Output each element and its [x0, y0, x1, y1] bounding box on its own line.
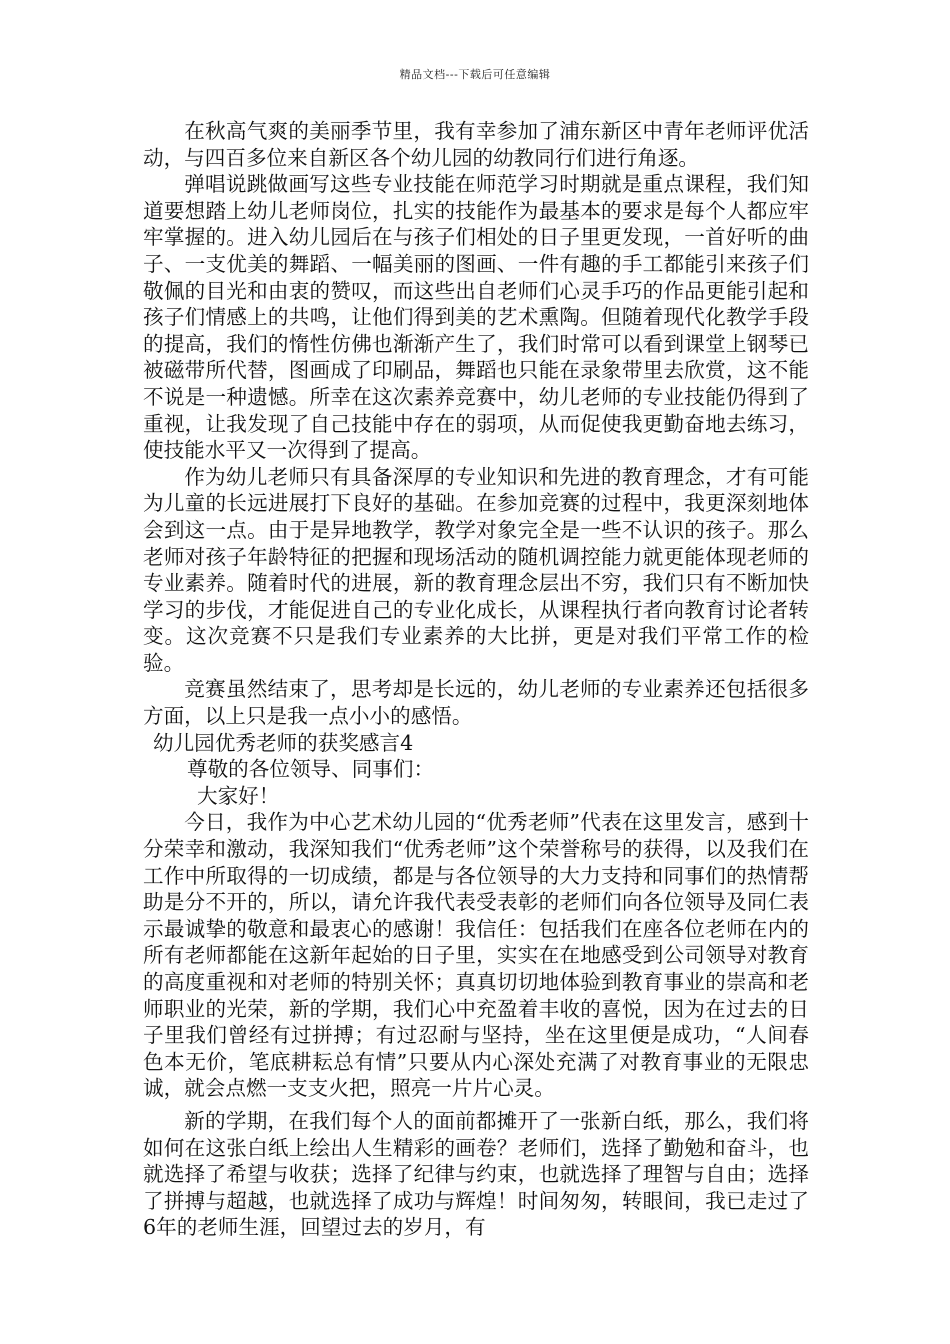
- paragraph-5: 今日，我作为中心艺术幼儿园的“优秀老师”代表在这里发言，感到十分荣幸和激动，我深知我们“优秀老师”这个荣誉称号的获得，以及我们在工作中所取得的一切成绩，都是与各位领导的大力支持和同事们的热情帮助是分不开的，所以，请允许我代表受表彰的老师们向各位领导及同仁表示最诚挚的敬意和最衷心的感谢！我信任：包括我们在座各位老师在内的所有老师都能在这新年起始的日子里，实实在在地感受到公司领导对教育的高度重视和对老师的特别关怀；真真切切地体验到教育事业的崇高和老师职业的光荣，新的学期，我们心中充盈着丰收的喜悦，因为在过去的日子里我们曾经有过拼搏；有过忍耐与坚持，坐在这里便是成功，“人间春色本无价，笔底耕耘总有情”只要从内心深处充满了对教育事业的无限忠诚，就会点燃一支支火把，照亮一片片心灵。: [143, 810, 809, 1101]
- paragraph-4: 竞赛虽然结束了，思考却是长远的，幼儿老师的专业素养还包括很多方面，以上只是我一点小小的感悟。: [143, 677, 809, 729]
- paragraph-2: 弹唱说跳做画写这些专业技能在师范学习时期就是重点课程，我们知道要想踏上幼儿老师岗位，扎实的技能作为最基本的要求是每个人都应牢牢掌握的。进入幼儿园后在与孩子们相处的日子里更发现，一首好听的曲子、一支优美的舞蹈、一幅美丽的图画、一件有趣的手工都能引来孩子们敬佩的目光和由衷的赞叹，而这些出自老师们心灵手巧的作品更能引起和孩子们情感上的共鸣，让他们得到美的艺术熏陶。但随着现代化教学手段的提高，我们的惰性仿佛也渐渐产生了，我们时常可以看到课堂上钢琴已被磁带所代替，图画成了印刷品，舞蹈也只能在录象带里去欣赏，这不能不说是一种遗憾。所幸在这次素养竞赛中，幼儿老师的专业技能仍得到了重视，让我发现了自己技能中存在的弱项，从而促使我更勤奋地去练习，使技能水平又一次得到了提高。: [143, 172, 809, 463]
- paragraph-6: 新的学期，在我们每个人的面前都摊开了一张新白纸，那么，我们将如何在这张白纸上绘出人生精彩的画卷？老师们，选择了勤勉和奋斗，也就选择了希望与收获；选择了纪律与约束，也就选择了理智与自由；选择了拼搏与超越，也就选择了成功与辉煌！时间匆匆，转眼间，我已走过了6年的老师生涯，回望过去的岁月，有: [143, 1108, 809, 1240]
- salutation: 尊敬的各位领导、同事们：: [187, 757, 435, 782]
- page-header: 精品文档---下载后可任意编辑: [399, 68, 551, 81]
- document-body: [143, 118, 809, 1241]
- greeting: 大家好！: [197, 783, 280, 808]
- paragraph-3: 作为幼儿老师只有具备深厚的专业知识和先进的教育理念，才有可能为儿童的长远进展打下良好的基础。在参加竞赛的过程中，我更深刻地体会到这一点。由于是异地教学，教学对象完全是一些不认识的孩子。那么老师对孩子年龄特征的把握和现场活动的随机调控能力就更能体现老师的专业素养。随着时代的进展，新的教育理念层出不穷，我们只有不断加快学习的步伐，才能促进自己的专业化成长，从课程执行者向教育讨论者转变。这次竞赛不只是我们专业素养的大比拼，更是对我们平常工作的检验。: [143, 464, 809, 675]
- section-heading: 幼儿园优秀老师的获奖感言4: [153, 730, 414, 755]
- paragraph-1: 在秋高气爽的美丽季节里，我有幸参加了浦东新区中青年老师评优活动，与四百多位来自新区各个幼儿园的幼教同行们进行角逐。: [143, 119, 809, 170]
